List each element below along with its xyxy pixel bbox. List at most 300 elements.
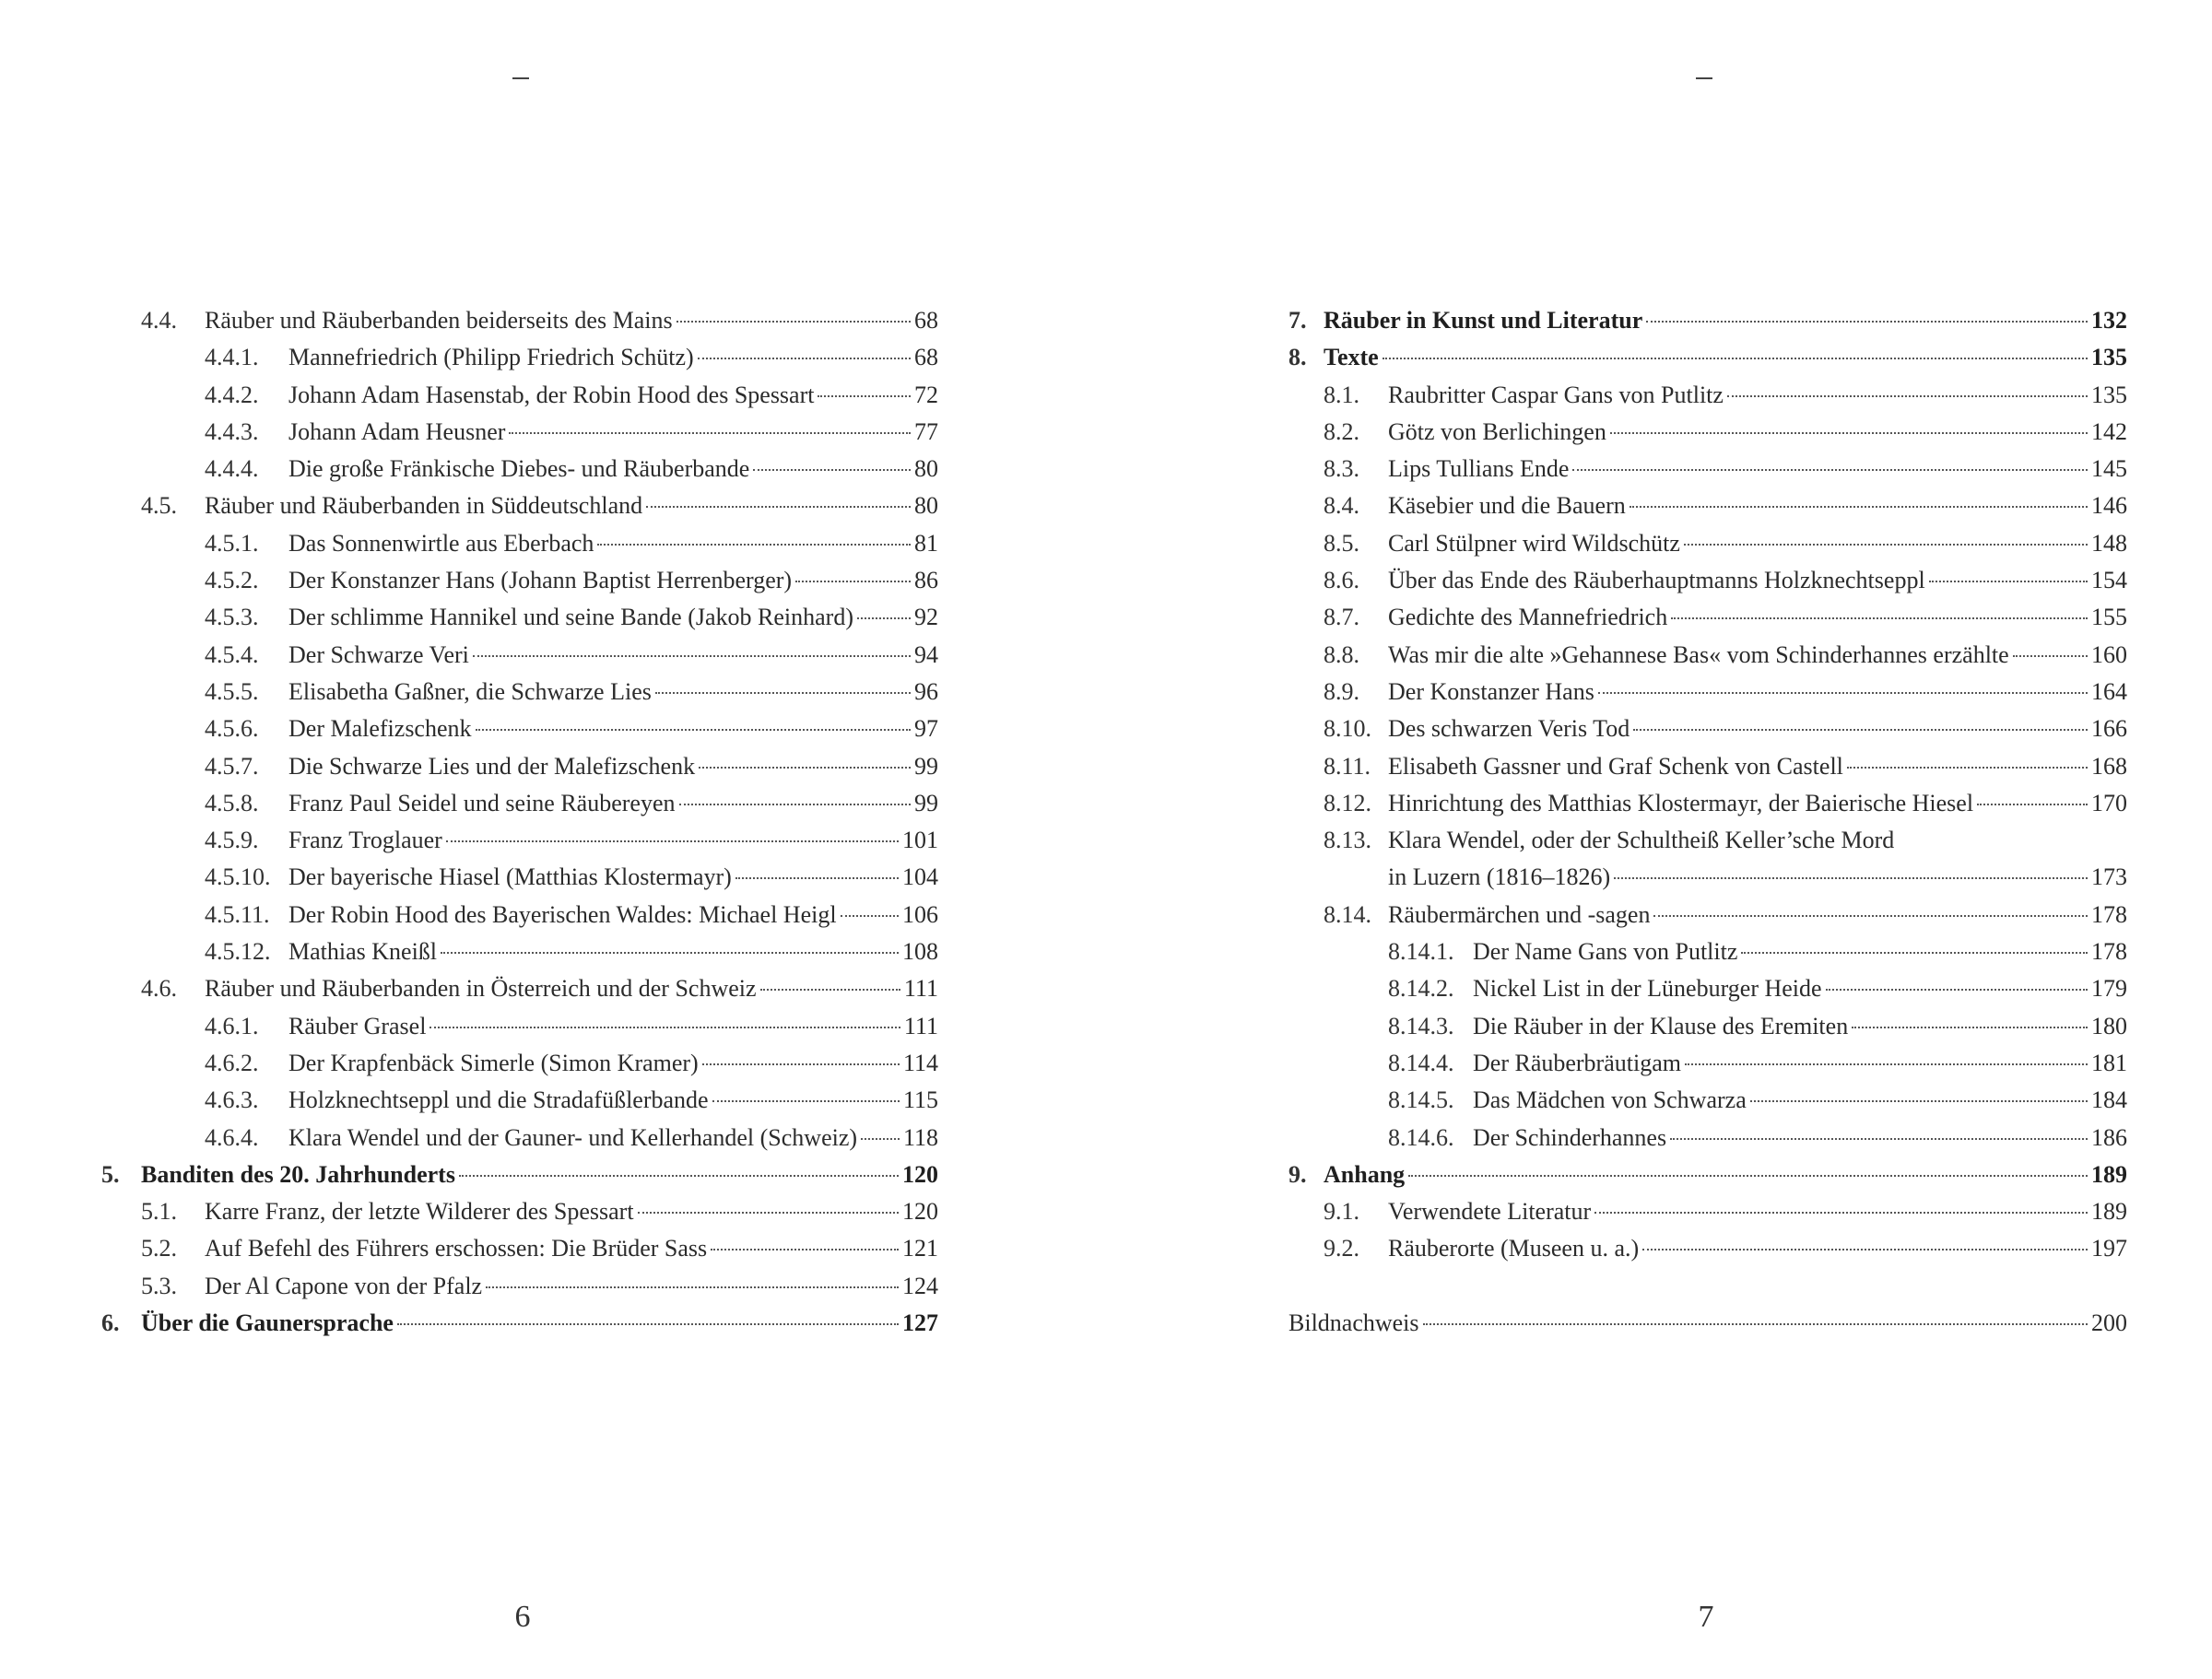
toc-entry-number: 8.3. xyxy=(1324,455,1359,483)
toc-entry-title: Räuber und Räuberbanden in Österreich und der Schweiz xyxy=(205,975,757,1003)
toc-entry-title: Hinrichtung des Matthias Klostermayr, der Baierische Hiesel xyxy=(1388,789,1974,816)
toc-entry[interactable] xyxy=(101,897,938,933)
toc-entry-number: 4.5.8. xyxy=(205,789,259,816)
toc-entry[interactable] xyxy=(101,1193,938,1230)
toc-entry-page: 81 xyxy=(914,529,938,557)
toc-entry[interactable] xyxy=(1288,451,2127,487)
toc-entry-body xyxy=(205,302,938,339)
dot-leader xyxy=(1977,804,2088,805)
toc-entry[interactable] xyxy=(1288,302,2127,339)
toc-entry-body xyxy=(1473,970,2127,1007)
dot-leader xyxy=(1852,1027,2088,1028)
toc-entry-title: Der Robin Hood des Bayerischen Waldes: Michael Heigl xyxy=(288,900,837,928)
toc-entry-title: Johann Adam Hasenstab, der Robin Hood des Spessart xyxy=(288,381,815,408)
toc-entry-number: 5.2. xyxy=(141,1235,177,1262)
toc-entry[interactable] xyxy=(101,562,938,599)
dot-leader xyxy=(1642,1249,2088,1250)
toc-entry-page: 178 xyxy=(2091,938,2127,966)
toc-entry-title: Klara Wendel und der Gauner- und Kellerhandel (Schweiz) xyxy=(288,1123,858,1151)
toc-entry-number: 8.14.2. xyxy=(1388,975,1454,1003)
toc-entry-page: 111 xyxy=(903,1012,938,1039)
toc-entry-title: Der Konstanzer Hans (Johann Baptist Herrenberger) xyxy=(288,567,793,594)
toc-entry-title: Über das Ende des Räuberhauptmanns Holzknechtseppl xyxy=(1388,567,1925,594)
toc-entry[interactable] xyxy=(101,1008,938,1045)
toc-entry-number: 4.5.7. xyxy=(205,752,259,780)
toc-entry-title: Räuber und Räuberbanden beiderseits des Mains xyxy=(205,307,673,334)
toc-entry[interactable] xyxy=(1288,1082,2127,1119)
toc-entry[interactable] xyxy=(1288,377,2127,414)
toc-entry-number: 8.12. xyxy=(1324,789,1371,816)
toc-entry[interactable] xyxy=(101,414,938,451)
toc-entry-page: 120 xyxy=(902,1160,938,1188)
toc-entry-title: Raubritter Caspar Gans von Putlitz xyxy=(1388,381,1724,408)
toc-entry-title: Texte xyxy=(1324,344,1379,371)
toc-entry-title: in Luzern (1816–1826) xyxy=(1388,863,1611,891)
toc-entry-body xyxy=(1388,674,2127,710)
dot-leader xyxy=(1741,952,2088,954)
toc-entry[interactable] xyxy=(1288,599,2127,636)
toc-entry[interactable] xyxy=(1288,933,2127,970)
toc-entry-body xyxy=(1388,748,2127,785)
toc-entry[interactable] xyxy=(101,822,938,859)
toc-entry-title: Käsebier und die Bauern xyxy=(1388,492,1626,520)
toc-entry-page: 92 xyxy=(914,604,938,631)
toc-entry-body xyxy=(1473,1120,2127,1157)
toc-entry[interactable] xyxy=(101,1268,938,1305)
toc-entry[interactable] xyxy=(1288,970,2127,1007)
dot-leader xyxy=(1633,729,2088,731)
page-number-right: 7 xyxy=(1698,1600,1714,1634)
toc-entry-title: Gedichte des Mannefriedrich xyxy=(1388,604,1668,631)
toc-entry-title: Der Konstanzer Hans xyxy=(1388,677,1594,705)
toc-entry-page: 154 xyxy=(2091,567,2127,594)
toc-entry[interactable] xyxy=(1288,859,2127,896)
toc-entry-page: 142 xyxy=(2091,417,2127,445)
toc-entry-page: 155 xyxy=(2091,604,2127,631)
toc-entry-body xyxy=(288,822,938,859)
dot-leader xyxy=(1670,1138,2088,1140)
toc-entry-title: Götz von Berlichingen xyxy=(1388,417,1606,445)
toc-entry[interactable] xyxy=(1288,1193,2127,1230)
toc-entry-page: 160 xyxy=(2091,640,2127,668)
toc-entry-number: 4.5.2. xyxy=(205,567,259,594)
toc-entry-title: Der Name Gans von Putlitz xyxy=(1473,938,1738,966)
toc-entry[interactable] xyxy=(101,1082,938,1119)
dot-leader xyxy=(1408,1175,2088,1177)
dot-leader xyxy=(429,1027,900,1028)
toc-entry[interactable] xyxy=(101,748,938,785)
toc-entry-body xyxy=(1473,1082,2127,1119)
toc-entry[interactable] xyxy=(101,1305,938,1342)
dot-leader xyxy=(459,1175,899,1177)
toc-entry[interactable] xyxy=(1288,822,2127,859)
toc-entry-title: Lips Tullians Ende xyxy=(1388,455,1570,483)
toc-entry-page: 178 xyxy=(2091,900,2127,928)
toc-entry-number: 5.3. xyxy=(141,1272,177,1299)
toc-entry-title: Das Sonnenwirtle aus Eberbach xyxy=(288,529,594,557)
toc-entry-title: Johann Adam Heusner xyxy=(288,417,506,445)
dot-leader xyxy=(638,1212,899,1214)
toc-entry-title: Der Schinderhannes xyxy=(1473,1123,1667,1151)
toc-entry-body xyxy=(1388,785,2127,822)
dot-leader xyxy=(1847,767,2088,769)
toc-entry[interactable] xyxy=(101,1120,938,1157)
toc-entry-number: 4.5.9. xyxy=(205,827,259,854)
toc-entry-title: Der Krapfenbäck Simerle (Simon Kramer) xyxy=(288,1049,699,1076)
toc-right xyxy=(1288,302,2127,1342)
toc-entry-page: 68 xyxy=(914,307,938,334)
toc-entry[interactable] xyxy=(1288,1157,2127,1193)
toc-entry-number: 8.14.5. xyxy=(1388,1086,1454,1114)
toc-entry-page: 135 xyxy=(2091,344,2127,371)
dot-leader xyxy=(699,767,911,769)
toc-entry-page: 127 xyxy=(902,1309,938,1337)
toc-entry-page: 197 xyxy=(2091,1235,2127,1262)
dot-leader xyxy=(1671,617,2088,619)
toc-entry-title: Räuber in Kunst und Literatur xyxy=(1324,307,1643,334)
toc-entry-page: 164 xyxy=(2091,677,2127,705)
toc-entry-title: Banditen des 20. Jahrhunderts xyxy=(141,1160,455,1188)
toc-entry-page: 180 xyxy=(2091,1012,2127,1039)
toc-entry[interactable] xyxy=(101,377,938,414)
header-dash xyxy=(512,77,529,79)
page-number-left: 6 xyxy=(514,1600,531,1634)
toc-entry-number: 8.7. xyxy=(1324,604,1359,631)
toc-entry-page: 170 xyxy=(2091,789,2127,816)
toc-entry-page: 120 xyxy=(902,1198,938,1226)
toc-entry-number: 4.6. xyxy=(141,975,177,1003)
toc-entry-body xyxy=(1324,339,2127,376)
toc-entry-number: 4.6.3. xyxy=(205,1086,259,1114)
toc-entry[interactable] xyxy=(1288,710,2127,747)
toc-entry-body xyxy=(205,1193,938,1230)
toc-entry-body xyxy=(288,525,938,562)
toc-entry-number: 4.5.6. xyxy=(205,715,259,743)
toc-entry-title: Die Schwarze Lies und der Malefizschenk xyxy=(288,752,696,780)
toc-entry[interactable] xyxy=(101,339,938,376)
toc-entry-body xyxy=(205,487,938,524)
toc-entry-title: Carl Stülpner wird Wildschütz xyxy=(1388,529,1680,557)
toc-entry[interactable] xyxy=(1288,1120,2127,1157)
dot-leader xyxy=(1423,1323,2088,1325)
toc-entry-body xyxy=(1388,1230,2127,1267)
toc-entry-title: Der Al Capone von der Pfalz xyxy=(205,1272,483,1299)
toc-entry[interactable] xyxy=(101,1045,938,1082)
toc-entry-body xyxy=(1324,1157,2127,1193)
toc-entry-title: Der schlimme Hannikel und seine Bande (Jakob Reinhard) xyxy=(288,604,853,631)
toc-entry[interactable] xyxy=(101,970,938,1007)
toc-entry-number: 5.1. xyxy=(141,1198,177,1226)
toc-entry-body xyxy=(1388,562,2127,599)
toc-entry-number: 8.6. xyxy=(1324,567,1359,594)
toc-entry[interactable] xyxy=(101,637,938,674)
dot-leader xyxy=(1598,692,2088,694)
toc-entry-page: 181 xyxy=(2091,1049,2127,1076)
toc-entry-body xyxy=(288,562,938,599)
toc-entry-title: Der Malefizschenk xyxy=(288,715,472,743)
dot-leader xyxy=(646,506,911,508)
toc-entry-title: Der bayerische Hiasel (Matthias Klostermayr) xyxy=(288,863,732,891)
toc-entry-body xyxy=(1388,897,2127,933)
toc-entry-page: 146 xyxy=(2091,492,2127,520)
toc-entry-title: Mannefriedrich (Philipp Friedrich Schütz) xyxy=(288,344,694,371)
toc-entry-title: Franz Troglauer xyxy=(288,827,442,854)
toc-entry-body xyxy=(205,1268,938,1305)
toc-entry-body xyxy=(205,1230,938,1267)
toc-entry-number: 8.14.6. xyxy=(1388,1123,1454,1151)
toc-entry-body xyxy=(288,1120,938,1157)
toc-entry-title: Die Räuber in der Klause des Eremiten xyxy=(1473,1012,1849,1039)
toc-entry-body xyxy=(288,637,938,674)
toc-entry-page: 99 xyxy=(914,752,938,780)
dot-leader xyxy=(1630,506,2088,508)
toc-entry-body xyxy=(288,897,938,933)
toc-entry[interactable] xyxy=(1288,525,2127,562)
toc-entry-page: 99 xyxy=(914,789,938,816)
toc-entry-title: Räuberorte (Museen u. a.) xyxy=(1388,1235,1640,1262)
toc-entry-page: 166 xyxy=(2091,715,2127,743)
dot-leader xyxy=(1614,877,2088,879)
toc-entry-body xyxy=(288,785,938,822)
toc-entry-number: 8. xyxy=(1288,344,1307,371)
toc-entry-page: 124 xyxy=(902,1272,938,1299)
toc-entry-body xyxy=(288,933,938,970)
toc-entry-page: 80 xyxy=(914,492,938,520)
toc-entry-body xyxy=(288,748,938,785)
toc-entry[interactable] xyxy=(1288,748,2127,785)
toc-entry-page: 106 xyxy=(902,900,938,928)
toc-entry[interactable] xyxy=(101,710,938,747)
toc-entry-body xyxy=(1324,302,2127,339)
toc-entry[interactable] xyxy=(101,785,938,822)
dot-leader xyxy=(1727,395,2088,397)
toc-entry[interactable] xyxy=(101,933,938,970)
toc-entry-number: 4.5.11. xyxy=(205,900,270,928)
dot-leader xyxy=(1929,581,2088,582)
toc-entry-number: 8.14.4. xyxy=(1388,1049,1454,1076)
toc-entry[interactable] xyxy=(1288,562,2127,599)
toc-entry[interactable] xyxy=(1288,785,2127,822)
toc-entry-number: 8.5. xyxy=(1324,529,1359,557)
toc-entry-title: Klara Wendel, oder der Schultheiß Keller’sche Mord xyxy=(1388,827,1895,854)
toc-entry-body xyxy=(1473,1008,2127,1045)
dot-leader xyxy=(1653,915,2088,917)
toc-entry-page: 173 xyxy=(2091,863,2127,891)
dot-leader xyxy=(1646,321,2088,323)
dot-leader xyxy=(818,395,911,397)
toc-spacer xyxy=(1288,1268,2127,1305)
toc-entry-number: 4.4. xyxy=(141,307,177,334)
dot-leader xyxy=(735,877,899,879)
toc-entry-body xyxy=(1388,637,2127,674)
toc-entry-title: Des schwarzen Veris Tod xyxy=(1388,715,1630,743)
toc-entry-page: 115 xyxy=(902,1086,938,1114)
toc-entry-number: 8.2. xyxy=(1324,417,1359,445)
dot-leader xyxy=(1826,989,2088,991)
toc-entry-title: Das Mädchen von Schwarza xyxy=(1473,1086,1747,1114)
toc-entry-number: 4.5.4. xyxy=(205,640,259,668)
toc-entry-title: Franz Paul Seidel und seine Räubereyen xyxy=(288,789,676,816)
toc-entry-body xyxy=(1388,599,2127,636)
dot-leader xyxy=(397,1323,899,1325)
toc-entry-number: 8.8. xyxy=(1324,640,1359,668)
toc-entry-page: 145 xyxy=(2091,455,2127,483)
toc-entry-number: 9.2. xyxy=(1324,1235,1359,1262)
toc-entry-title: Mathias Kneißl xyxy=(288,938,438,966)
toc-entry-number: 8.14.1. xyxy=(1388,938,1454,966)
toc-entry[interactable] xyxy=(1288,674,2127,710)
toc-entry-title: Anhang xyxy=(1324,1160,1406,1188)
toc-left xyxy=(101,302,938,1342)
toc-entry-body xyxy=(1388,377,2127,414)
toc-entry-body xyxy=(288,451,938,487)
toc-entry[interactable] xyxy=(101,525,938,562)
toc-entry-title: Karre Franz, der letzte Wilderer des Spessart xyxy=(205,1198,634,1226)
dot-leader xyxy=(1750,1100,2088,1102)
toc-entry[interactable] xyxy=(1288,339,2127,376)
toc-entry[interactable] xyxy=(101,1157,938,1193)
toc-entry-page: 189 xyxy=(2091,1198,2127,1226)
dot-leader xyxy=(441,952,899,954)
dot-leader xyxy=(841,915,899,917)
toc-entry-number: 8.14.3. xyxy=(1388,1012,1454,1039)
toc-entry-body xyxy=(1473,933,2127,970)
toc-entry-number: 4.5.5. xyxy=(205,677,259,705)
toc-entry-number: 4.6.2. xyxy=(205,1049,259,1076)
toc-entry-title: Der Räuberbräutigam xyxy=(1473,1049,1681,1076)
toc-entry-body xyxy=(288,599,938,636)
dot-leader xyxy=(677,321,911,323)
toc-entry-page: 77 xyxy=(914,417,938,445)
header-dash xyxy=(1696,77,1712,79)
toc-entry-page: 186 xyxy=(2091,1123,2127,1151)
toc-entry-body xyxy=(288,1008,938,1045)
toc-entry[interactable] xyxy=(1288,1230,2127,1267)
toc-entry[interactable] xyxy=(101,451,938,487)
dot-leader xyxy=(712,1100,900,1102)
toc-entry-number: 4.4.4. xyxy=(205,455,259,483)
toc-entry-title: Auf Befehl des Führers erschossen: Die Brüder Sass xyxy=(205,1235,708,1262)
toc-entry-body xyxy=(1473,1045,2127,1082)
toc-entry[interactable] xyxy=(101,674,938,710)
toc-entry-page: 86 xyxy=(914,567,938,594)
toc-entry-number: 7. xyxy=(1288,307,1307,334)
toc-entry-number: 9.1. xyxy=(1324,1198,1359,1226)
dot-leader xyxy=(679,804,912,805)
toc-entry[interactable] xyxy=(1288,1008,2127,1045)
toc-entry-page: 94 xyxy=(914,640,938,668)
toc-entry-number: 8.4. xyxy=(1324,492,1359,520)
toc-entry-page: 168 xyxy=(2091,752,2127,780)
dot-leader xyxy=(1684,544,2088,546)
toc-entry-number: 6. xyxy=(101,1309,120,1337)
toc-entry-number: 4.5.3. xyxy=(205,604,259,631)
toc-entry-number: 4.6.1. xyxy=(205,1012,259,1039)
toc-entry-body xyxy=(288,859,938,896)
toc-entry-page: 96 xyxy=(914,677,938,705)
dot-leader xyxy=(1572,469,2088,471)
toc-entry[interactable] xyxy=(101,487,938,524)
toc-entry-title: Bildnachweis xyxy=(1288,1309,1419,1336)
toc-entry[interactable] xyxy=(1288,414,2127,451)
toc-entry[interactable] xyxy=(101,599,938,636)
dot-leader xyxy=(1594,1212,2088,1214)
toc-entry-body xyxy=(1388,487,2127,524)
toc-entry-number: 4.5.10. xyxy=(205,863,271,891)
toc-entry[interactable] xyxy=(1288,637,2127,674)
toc-entry-number: 4.5.12. xyxy=(205,938,271,966)
toc-entry-title: Über die Gaunersprache xyxy=(141,1309,394,1337)
toc-entry-title: Die große Fränkische Diebes- und Räuberbande xyxy=(288,455,750,483)
toc-entry-number: 4.4.1. xyxy=(205,344,259,371)
toc-entry-body xyxy=(1388,414,2127,451)
toc-entry-number: 8.10. xyxy=(1324,715,1371,743)
toc-entry-title: Holzknechtseppl und die Stradafüßlerbande xyxy=(288,1086,709,1114)
toc-entry-number: 5. xyxy=(101,1160,120,1188)
toc-entry[interactable] xyxy=(101,1230,938,1267)
toc-entry-number: 9. xyxy=(1288,1160,1307,1188)
toc-entry-page: 184 xyxy=(2091,1086,2127,1114)
toc-entry-number: 4.5.1. xyxy=(205,529,259,557)
toc-entry-title: Der Schwarze Veri xyxy=(288,640,469,668)
toc-entry-body xyxy=(288,710,938,747)
toc-entry-body xyxy=(1288,1305,2127,1342)
toc-entry-number: 4.4.2. xyxy=(205,381,259,408)
toc-entry-number: 8.9. xyxy=(1324,677,1359,705)
dot-leader xyxy=(795,581,911,582)
toc-entry-page: 121 xyxy=(902,1235,938,1262)
toc-entry-body xyxy=(1388,710,2127,747)
dot-leader xyxy=(861,1138,900,1140)
toc-entry-body xyxy=(288,377,938,414)
dot-leader xyxy=(446,840,899,842)
toc-entry-number: 4.5. xyxy=(141,492,177,520)
toc-entry-number: 8.1. xyxy=(1324,381,1359,408)
toc-entry[interactable] xyxy=(1288,487,2127,524)
toc-entry-page: 101 xyxy=(902,827,938,854)
toc-entry-title: Was mir die alte »Gehannese Bas« vom Schinderhannes erzählte xyxy=(1388,640,2009,668)
toc-entry[interactable] xyxy=(1288,1045,2127,1082)
dot-leader xyxy=(2013,655,2088,657)
right-page xyxy=(1106,0,2212,1679)
dot-leader xyxy=(597,544,911,546)
toc-entry-page: 80 xyxy=(914,455,938,483)
toc-entry-body xyxy=(1388,822,2127,859)
toc-entry[interactable] xyxy=(101,859,938,896)
toc-entry-title: Elisabeth Gassner und Graf Schenk von Castell xyxy=(1388,752,1843,780)
toc-entry[interactable] xyxy=(1288,897,2127,933)
dot-leader xyxy=(857,617,911,619)
toc-entry-body xyxy=(1388,451,2127,487)
toc-entry-title: Elisabetha Gaßner, die Schwarze Lies xyxy=(288,677,652,705)
toc-entry-number: 8.11. xyxy=(1324,752,1371,780)
toc-entry-page: 148 xyxy=(2091,529,2127,557)
toc-entry-page: 179 xyxy=(2091,975,2127,1003)
toc-entry-body xyxy=(1388,1193,2127,1230)
toc-entry-body xyxy=(1388,525,2127,562)
toc-entry-page: 189 xyxy=(2091,1160,2127,1188)
toc-entry-body xyxy=(288,1045,938,1082)
toc-entry-number: 4.6.4. xyxy=(205,1123,259,1151)
dot-leader xyxy=(760,989,900,991)
dot-leader xyxy=(702,1063,900,1065)
dot-leader xyxy=(698,358,911,359)
dot-leader xyxy=(753,469,911,471)
toc-entry-title: Verwendete Literatur xyxy=(1388,1198,1592,1226)
toc-entry[interactable] xyxy=(1288,1305,2127,1342)
toc-entry[interactable] xyxy=(101,302,938,339)
toc-entry-page: 118 xyxy=(902,1123,938,1151)
